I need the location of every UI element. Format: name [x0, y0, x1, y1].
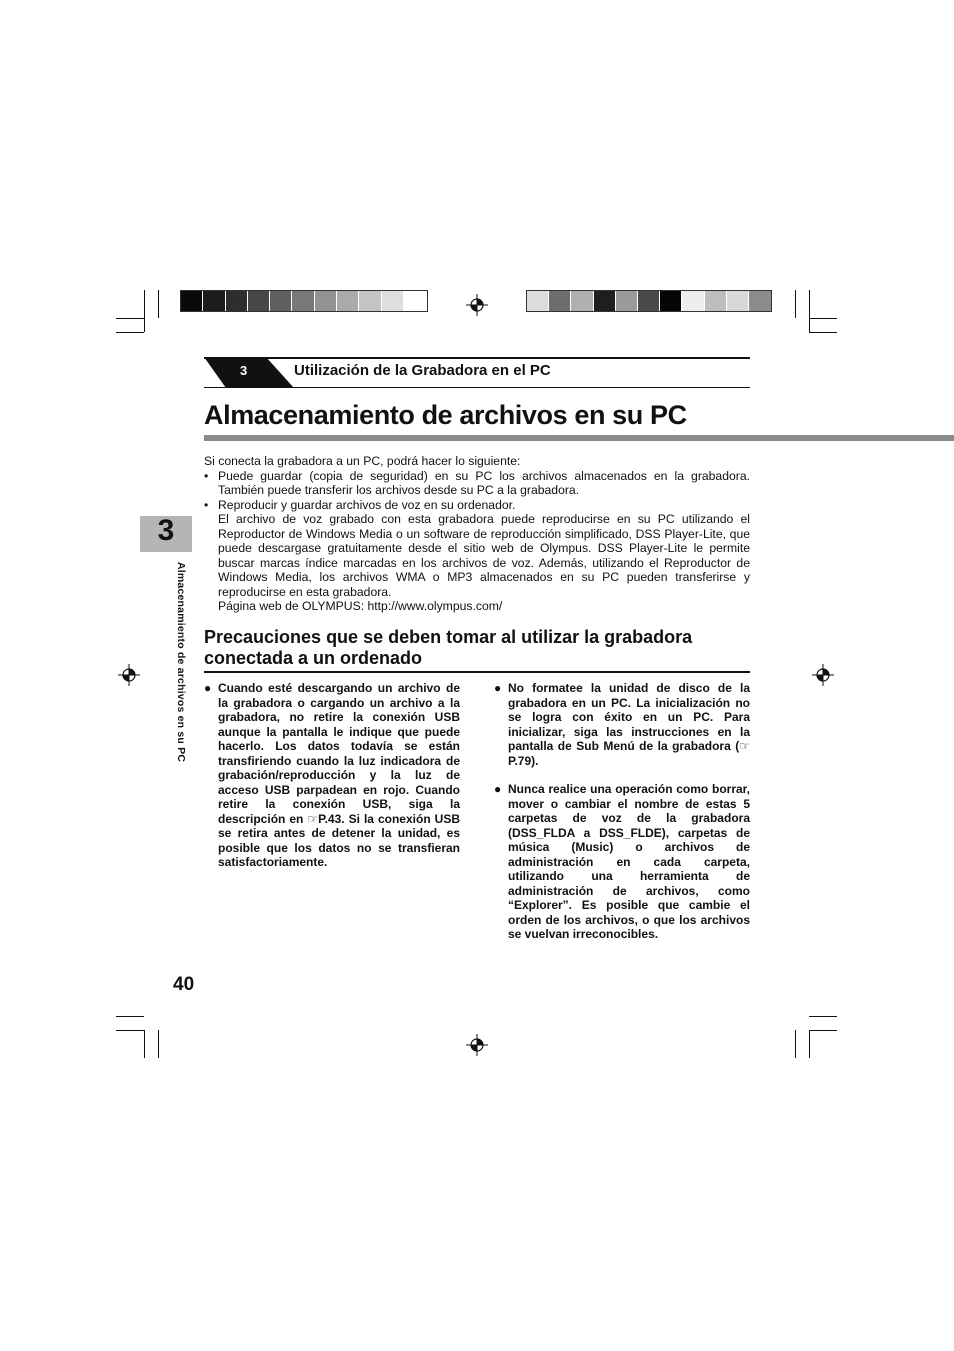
side-tab-label: Almacenamiento de archivos en su PC [175, 562, 187, 763]
precaution-text: No formatee la unidad de disco de la grabadora en un PC. La inicialización no se logra con éxito en un PC. Para inicializar, siga las instrucciones en la pantalla de Sub Menú de la grabadora (☞ P.79). [508, 681, 750, 768]
color-swatch [359, 291, 381, 311]
color-swatch [270, 291, 292, 311]
color-swatch [616, 291, 638, 311]
color-bar-left [180, 290, 428, 312]
color-swatch [594, 291, 616, 311]
color-swatch [527, 291, 549, 311]
crop-mark [144, 290, 145, 332]
chapter-tab-shape [204, 357, 296, 388]
intro-text [204, 454, 750, 614]
crop-mark [158, 290, 159, 318]
precaution-text: Cuando esté descargando un archivo de la grabadora o cargando un archivo a la grabadora, no retire la conexión USB aunque la pantalla le indique que puede hacerlo. Los datos todavía se están transfiriendo cuando la luz indicadora de grabación/reproducción y la luz de acceso USB parpadean en rojo. Cuando retire la conexión USB, siga la descripción en ☞P.43. Si la conexión USB se retira antes de detener la unidad, es posible que los datos no se transfieran satisfactoriamente. [218, 681, 460, 869]
crop-mark [158, 1030, 159, 1058]
color-swatch [404, 291, 426, 311]
intro-lead: Si conecta la grabadora a un PC, podrá hacer lo siguiente: [204, 454, 521, 468]
color-swatch [727, 291, 749, 311]
color-swatch [705, 291, 727, 311]
bullet-mark: • [204, 468, 209, 483]
precautions-right-column [494, 681, 750, 955]
color-swatch [382, 291, 404, 311]
registration-mark-bottom-icon [466, 1034, 488, 1056]
chapter-title: Utilización de la Grabadora en el PC [294, 362, 551, 379]
section-rule [204, 671, 750, 673]
crop-mark [116, 1030, 144, 1031]
color-swatch [315, 291, 337, 311]
crop-mark [795, 290, 796, 318]
color-swatch [292, 291, 314, 311]
chapter-number: 3 [240, 363, 248, 378]
page-number: 40 [173, 974, 195, 995]
color-swatch [749, 291, 771, 311]
chapter-header [204, 357, 750, 388]
crop-mark [809, 1030, 837, 1031]
color-swatch [203, 291, 225, 311]
bullet-mark: • [204, 497, 209, 512]
precaution-item [494, 782, 750, 942]
color-swatch [682, 291, 704, 311]
crop-mark [116, 318, 144, 319]
intro-bullet-text: Puede guardar (copia de seguridad) en su PC los archivos almacenados en la grabadora. También puede transferir los archivos desde su PC a la grabadora. [218, 468, 750, 497]
color-swatch [549, 291, 571, 311]
color-swatch [248, 291, 270, 311]
bullet-dot-icon: ● [204, 681, 212, 695]
crop-mark [809, 1016, 837, 1017]
crop-mark [809, 290, 810, 332]
olympus-web-link[interactable]: Página web de OLYMPUS: http://www.olympus.com/ [218, 599, 503, 613]
intro-detail: El archivo de voz grabado con esta grabadora puede reproducirse en su PC utilizando el Reproductor de Windows Media o un software de reproducción simplificado, DSS Player-Lite, que puede descargase gratuitamente desde el sitio web de Olympus. DSS Player-Lite le permite buscar marcas índice marcadas en los archivos de voz. Además, utilizando el Reproductor de Windows Media, los archivos WMA o MP3 almacenados en su PC pueden transferirse y reproducirse en esta grabadora. [218, 512, 750, 599]
color-swatch [181, 291, 203, 311]
crop-mark [116, 1016, 144, 1017]
bullet-dot-icon: ● [494, 782, 502, 796]
registration-mark-right-icon [812, 664, 834, 686]
color-swatch [337, 291, 359, 311]
precaution-text: Nunca realice una operación como borrar, mover o cambiar el nombre de estas 5 carpetas de voz de la grabadora (DSS_FLDA a DSS_FLDE), carpetas de música (Music) o archivos de administración en cada carpeta, utilizando una herramienta de administración de archivos, como “Explorer”. Es posible que cambie el orden de los archivos, o que los archivos se vuelvan irreconocibles. [508, 782, 750, 941]
color-swatch [638, 291, 660, 311]
color-swatch [571, 291, 593, 311]
crop-mark [116, 332, 144, 333]
precautions-left-column [204, 681, 460, 883]
intro-bullet [204, 469, 750, 498]
crop-mark [809, 1030, 810, 1058]
precaution-item [494, 681, 750, 768]
crop-mark [809, 332, 837, 333]
bullet-dot-icon: ● [494, 681, 502, 695]
precaution-item [204, 681, 460, 870]
crop-mark [144, 1030, 145, 1058]
intro-bullet-text: Reproducir y guardar archivos de voz en su ordenador. [218, 497, 516, 512]
color-swatch [226, 291, 248, 311]
crop-mark [809, 318, 837, 319]
registration-mark-left-icon [118, 664, 140, 686]
color-bar-right [526, 290, 772, 312]
page-title: Almacenamiento de archivos en su PC [204, 400, 687, 430]
crop-mark [795, 1030, 796, 1058]
section-title: Precauciones que se deben tomar al utilizar la grabadora conectada a un ordenado [204, 627, 693, 668]
registration-mark-top-icon [466, 294, 488, 316]
color-swatch [660, 291, 682, 311]
intro-bullet [204, 498, 750, 513]
title-rule [204, 435, 954, 441]
side-tab-number: 3 [157, 514, 175, 547]
